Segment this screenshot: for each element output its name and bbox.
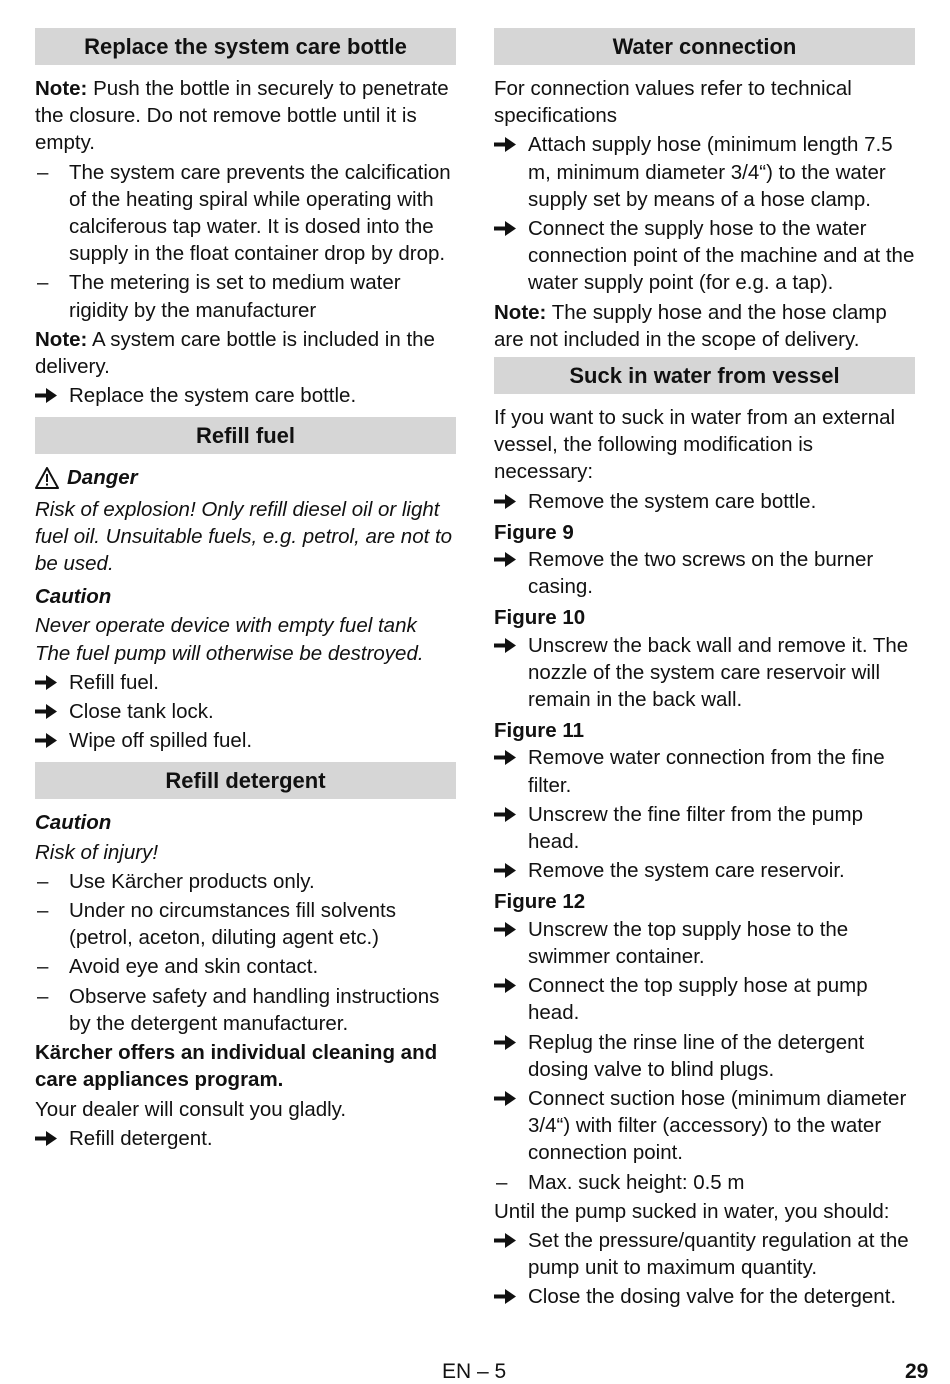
- dash-item: – Under no circumstances fill solvents (petrol, aceton, diluting agent etc.): [37, 899, 396, 950]
- heading-replace-system-care-bottle: Replace the system care bottle: [35, 28, 456, 65]
- footer-section-label: EN – 5: [442, 1360, 507, 1383]
- dash-item: – Max. suck height: 0.5 m: [496, 1170, 745, 1194]
- arrow-right-icon: [494, 1035, 516, 1050]
- suck-intro: If you want to suck in water from an external vessel, the following modification is necessary:: [494, 406, 896, 484]
- caution-label: Caution: [35, 585, 112, 609]
- warning-triangle-icon: [35, 467, 59, 489]
- caution-label: Caution: [35, 811, 112, 835]
- step-item: Remove the system care bottle.: [494, 488, 915, 515]
- dash-item: – Use Kärcher products only.: [37, 869, 315, 893]
- heading-water-connection: Water connection: [494, 28, 915, 65]
- step-item: Unscrew the top supply hose to the swimmer container.: [494, 916, 915, 970]
- dash-item: – Avoid eye and skin contact.: [37, 955, 319, 979]
- step-item: Connect suction hose (minimum diameter 3/4“) with filter (accessory) to the water connection point.: [494, 1085, 915, 1167]
- arrow-right-icon: [35, 733, 57, 748]
- step-item: Remove water connection from the fine filter.: [494, 744, 915, 798]
- step-item: Close the dosing valve for the detergent.: [494, 1283, 915, 1310]
- arrow-right-icon: [35, 388, 57, 403]
- danger-label-row: [35, 464, 456, 491]
- arrow-right-icon: [35, 704, 57, 719]
- arrow-right-icon: [494, 221, 516, 236]
- step-item: Set the pressure/quantity regulation at the pump unit to maximum quantity.: [494, 1227, 915, 1281]
- heading-refill-detergent: Refill detergent: [35, 762, 456, 799]
- step-item: Remove the two screws on the burner casing.: [494, 546, 915, 600]
- left-column: [35, 28, 456, 1154]
- step-item: Attach supply hose (minimum length 7.5 m, minimum diameter 3/4“) to the water supply set by means of a hose clamp.: [494, 131, 915, 213]
- step-item: Wipe off spilled fuel.: [35, 727, 456, 754]
- step-item: Remove the system care reservoir.: [494, 857, 915, 884]
- note-push-bottle: Note: Push the bottle in securely to penetrate the closure. Do not remove bottle until it is empty.: [35, 77, 449, 155]
- arrow-right-icon: [494, 137, 516, 152]
- step-item: Unscrew the back wall and remove it. The nozzle of the system care reservoir will remain in the back wall.: [494, 632, 915, 714]
- until-pump-text: Until the pump sucked in water, you should:: [494, 1199, 890, 1223]
- arrow-right-icon: [494, 922, 516, 937]
- page-number: 29: [905, 1360, 929, 1383]
- figure-12-label: Figure 12: [494, 890, 586, 914]
- caution-text: Risk of injury!: [35, 840, 159, 864]
- dash-item: – Observe safety and handling instructions by the detergent manufacturer.: [37, 984, 440, 1035]
- water-intro: For connection values refer to technical specifications: [494, 77, 852, 128]
- arrow-right-icon: [494, 552, 516, 567]
- step-item: Close tank lock.: [35, 698, 456, 725]
- step-item: Replace the system care bottle.: [35, 382, 456, 409]
- figure-10-label: Figure 10: [494, 606, 586, 630]
- danger-label: Danger: [67, 466, 138, 490]
- step-item: Connect the top supply hose at pump head.: [494, 972, 915, 1026]
- figure-9-label: Figure 9: [494, 520, 574, 544]
- arrow-right-icon: [494, 638, 516, 653]
- arrow-right-icon: [494, 978, 516, 993]
- arrow-right-icon: [494, 494, 516, 509]
- arrow-right-icon: [494, 1091, 516, 1106]
- heading-refill-fuel: Refill fuel: [35, 417, 456, 454]
- arrow-right-icon: [494, 1233, 516, 1248]
- right-column: [494, 28, 915, 1313]
- danger-text: Risk of explosion! Only refill diesel oil or light fuel oil. Unsuitable fuels, e.g. petrol, are not to be used.: [35, 497, 453, 576]
- note-bottle-included: Note: A system care bottle is included in the delivery.: [35, 327, 435, 379]
- dash-item: – The system care prevents the calcification of the heating spiral while operating with calciferous tap water. It is dosed into the supply in the float container drop by drop.: [37, 160, 451, 266]
- dealer-text: Your dealer will consult you gladly.: [35, 1097, 347, 1121]
- arrow-right-icon: [494, 750, 516, 765]
- note-supply-hose: Note: The supply hose and the hose clamp are not included in the scope of delivery.: [494, 300, 887, 351]
- caution-text: Never operate device with empty fuel tank The fuel pump will otherwise be destroyed.: [35, 614, 424, 665]
- step-item: Replug the rinse line of the detergent dosing valve to blind plugs.: [494, 1029, 915, 1083]
- arrow-right-icon: [35, 1131, 57, 1146]
- step-item: Connect the supply hose to the water connection point of the machine and at the water supply point (for e.g. a tap).: [494, 215, 915, 297]
- arrow-right-icon: [494, 1289, 516, 1304]
- arrow-right-icon: [494, 863, 516, 878]
- care-program-text: Kärcher offers an individual cleaning and care appliances program.: [35, 1041, 438, 1092]
- arrow-right-icon: [494, 807, 516, 822]
- step-item: Refill fuel.: [35, 669, 456, 696]
- heading-suck-in-water: Suck in water from vessel: [494, 357, 915, 394]
- step-item: Refill detergent.: [35, 1125, 456, 1152]
- step-item: Unscrew the fine filter from the pump head.: [494, 801, 915, 855]
- figure-11-label: Figure 11: [494, 719, 585, 743]
- dash-item: – The metering is set to medium water rigidity by the manufacturer: [37, 271, 401, 322]
- arrow-right-icon: [35, 675, 57, 690]
